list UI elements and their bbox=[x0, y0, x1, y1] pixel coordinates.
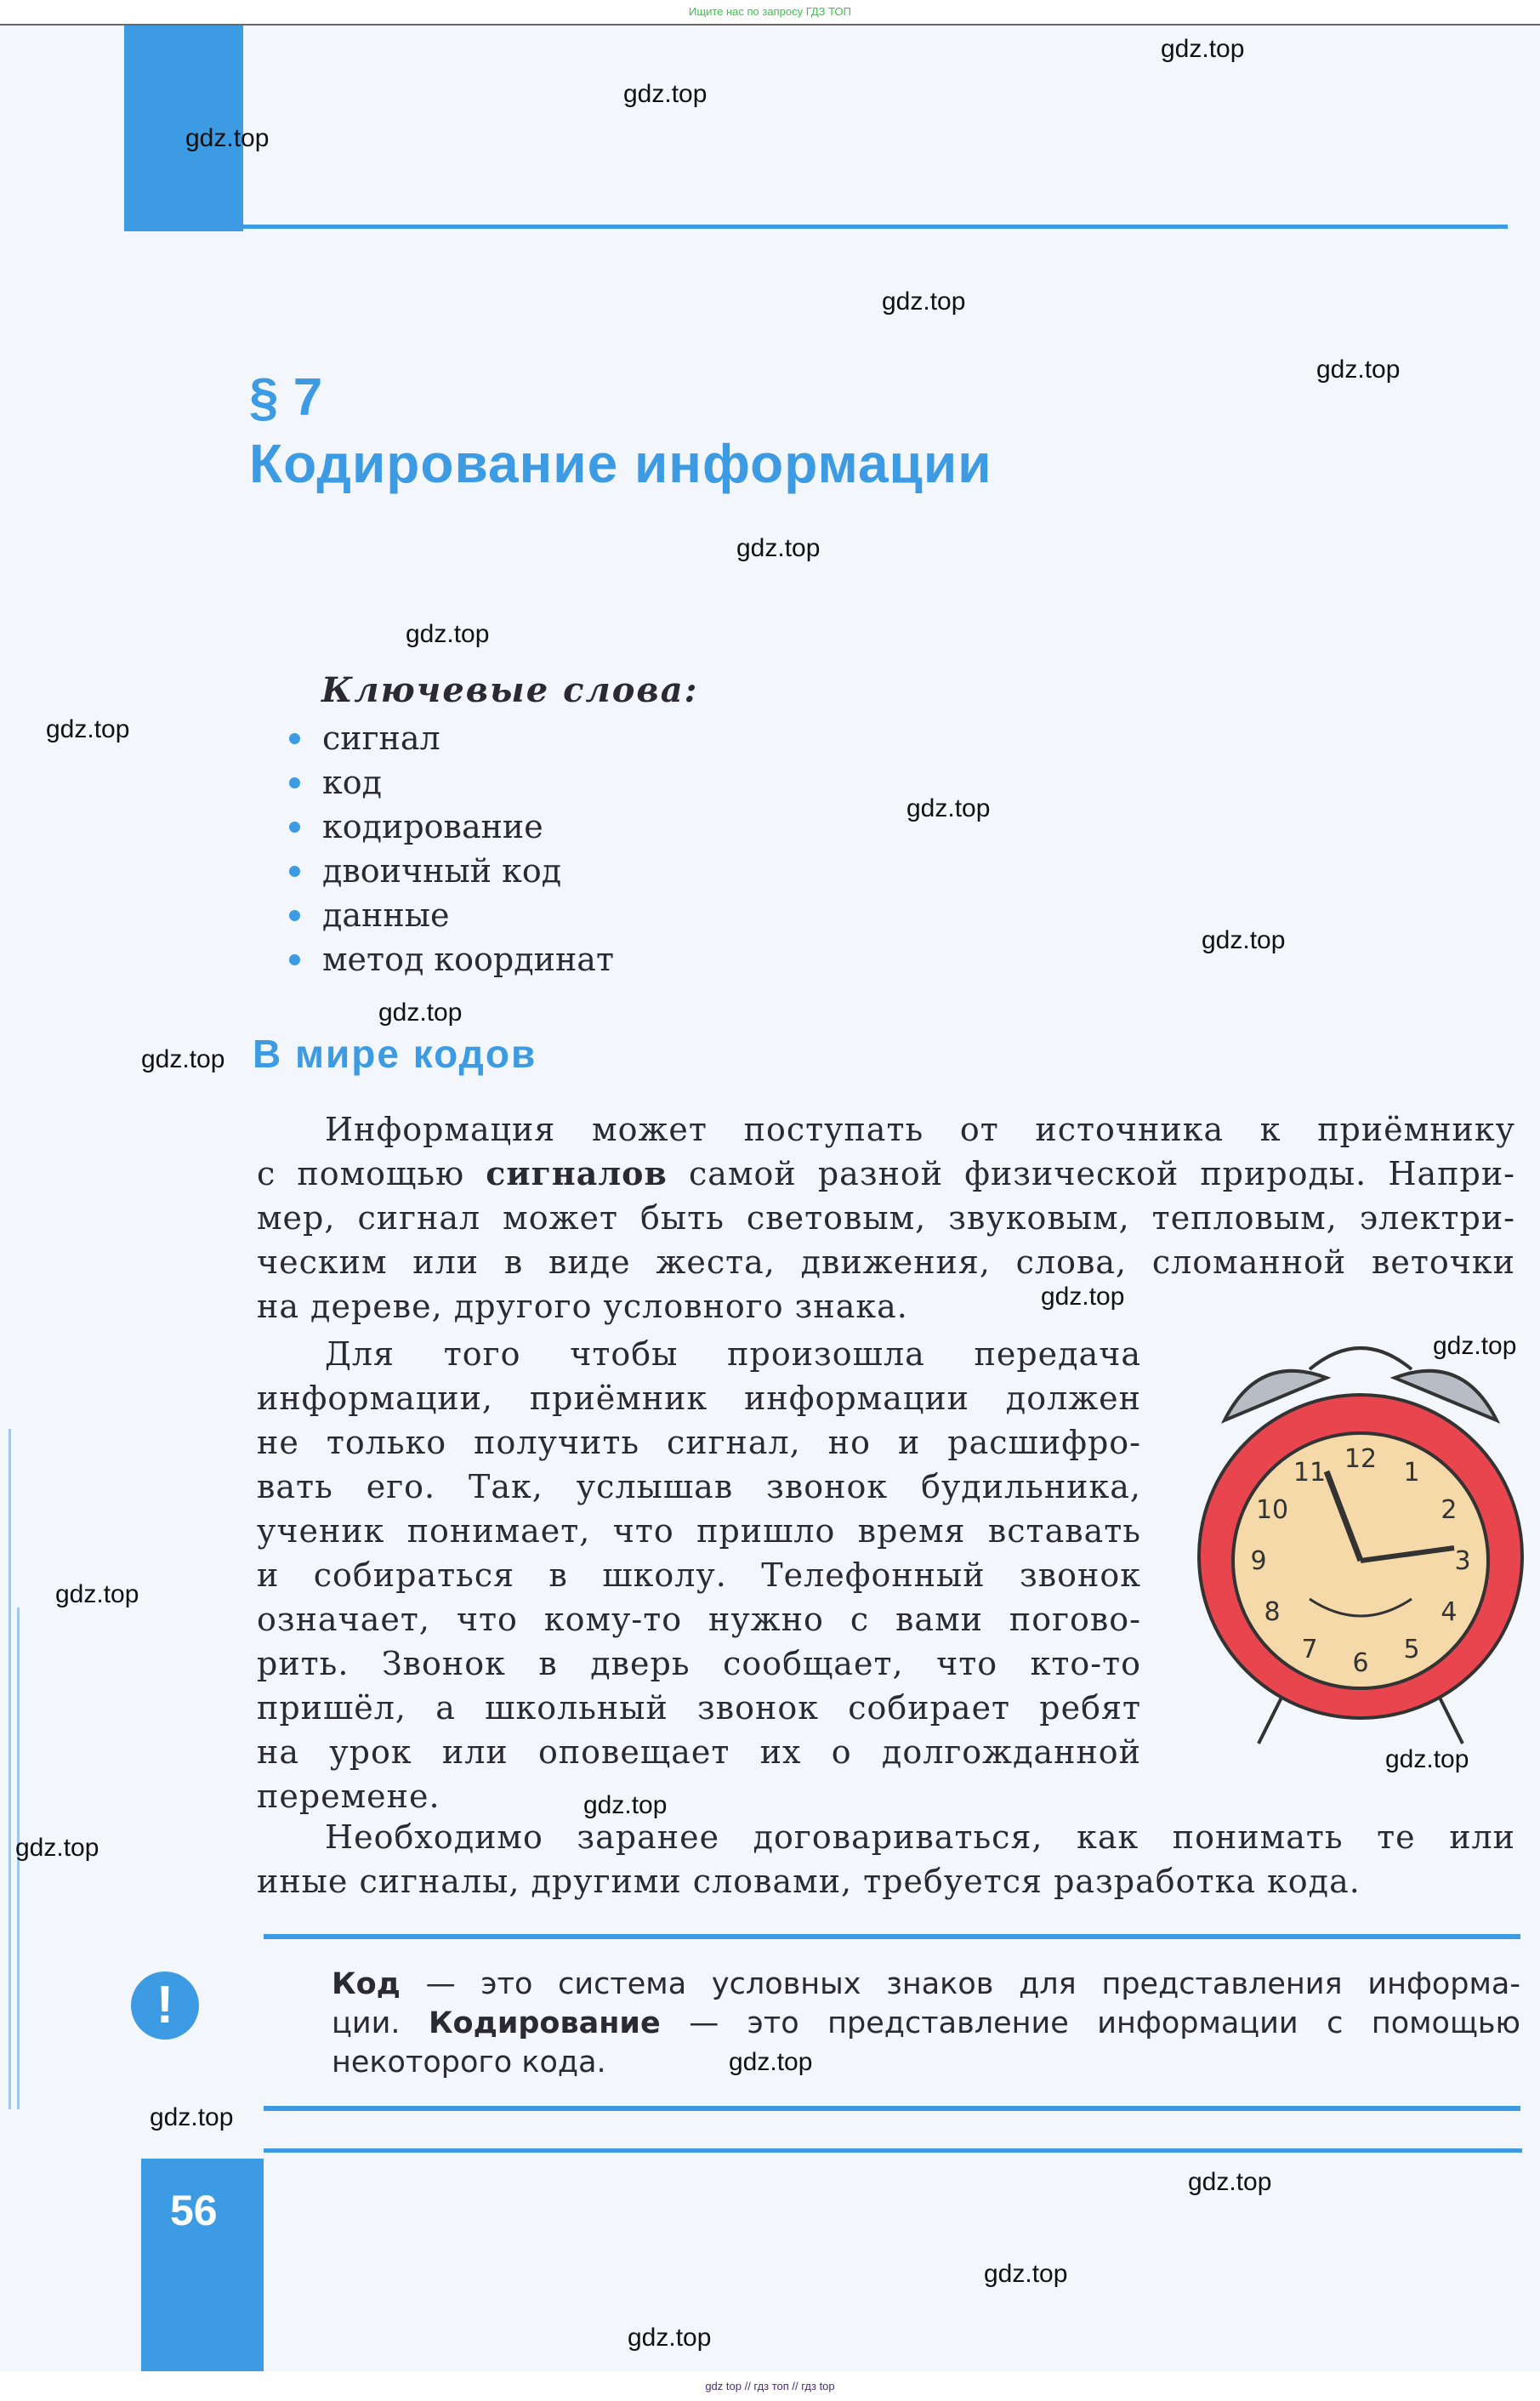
keyword-item bbox=[289, 716, 614, 760]
text-segment: на дереве, другого условного знака. bbox=[257, 1288, 908, 1325]
clock-number: 2 bbox=[1441, 1495, 1458, 1525]
keywords-heading: Ключевые слова: bbox=[321, 670, 699, 710]
text-segment: самой разной физической природы. Напри- bbox=[667, 1155, 1515, 1192]
bullet-icon bbox=[289, 733, 300, 744]
alarm-clock-illustration bbox=[1191, 1335, 1531, 1761]
paragraph-3 bbox=[257, 1815, 1515, 1903]
text-segment: означает, что кому-то нужно с вами погово- bbox=[257, 1601, 1141, 1638]
text-line bbox=[257, 1774, 1141, 1818]
page-number: 56 bbox=[170, 2187, 218, 2234]
text-segment: рить. Звонок в дверь сообщает, что кто-то bbox=[257, 1645, 1141, 1682]
text-line bbox=[257, 1730, 1141, 1774]
watermark: gdz.top bbox=[1188, 2168, 1272, 2196]
keyword-text: двоичный код bbox=[322, 852, 562, 890]
bullet-icon bbox=[289, 954, 300, 965]
watermark: gdz.top bbox=[729, 2048, 813, 2076]
watermark: gdz.top bbox=[1385, 1745, 1469, 1773]
watermark: gdz.top bbox=[15, 1834, 99, 1862]
page-title: Кодирование информации bbox=[249, 433, 992, 494]
text-segment: на урок или оповещает их о долгожданной bbox=[257, 1733, 1141, 1771]
text-line bbox=[332, 1965, 1520, 2004]
watermark: gdz.top bbox=[623, 80, 707, 108]
watermark: gdz.top bbox=[583, 1791, 668, 1819]
watermark: gdz.top bbox=[1041, 1283, 1125, 1311]
keyword-text: метод координат bbox=[322, 941, 614, 978]
text-line bbox=[257, 1815, 1515, 1859]
watermark: gdz.top bbox=[1316, 356, 1401, 384]
text-line bbox=[332, 2043, 1520, 2082]
keyword-text: сигнал bbox=[322, 720, 440, 757]
text-segment: — это система условных знаков для представления информа- bbox=[400, 1967, 1520, 2001]
text-line bbox=[257, 1597, 1141, 1641]
clock-number: 4 bbox=[1441, 1597, 1458, 1627]
footer-rule bbox=[264, 2148, 1522, 2153]
definition-bottom-rule bbox=[264, 2106, 1520, 2111]
watermark: gdz.top bbox=[141, 1045, 225, 1073]
watermark: gdz.top bbox=[906, 794, 991, 822]
text-segment: перемене. bbox=[257, 1778, 440, 1815]
keyword-item bbox=[289, 849, 614, 893]
text-segment: Информация может поступать от источника к приёмнику bbox=[325, 1111, 1515, 1148]
text-segment: иные сигналы, другими словами, требуется разработка кода. bbox=[257, 1863, 1361, 1900]
text-segment: не только получить сигнал, но и расшифро- bbox=[257, 1424, 1141, 1461]
bullet-icon bbox=[289, 910, 300, 921]
watermark: gdz.top bbox=[46, 715, 130, 743]
paragraph-2 bbox=[257, 1332, 1141, 1818]
subheading: В мире кодов bbox=[253, 1032, 537, 1076]
bullet-icon bbox=[289, 777, 300, 788]
watermark: gdz.top bbox=[185, 124, 270, 152]
watermark: gdz.top bbox=[1202, 926, 1286, 954]
page-number-block bbox=[141, 2159, 264, 2371]
text-line bbox=[257, 1107, 1515, 1152]
header-rule bbox=[243, 225, 1508, 229]
bold-term: Код bbox=[332, 1967, 401, 2001]
text-line bbox=[257, 1641, 1141, 1686]
text-segment: Для того чтобы произошла передача bbox=[325, 1335, 1141, 1373]
clock-number: 7 bbox=[1301, 1634, 1318, 1664]
text-segment: — это представление информации с помощью bbox=[660, 2006, 1520, 2040]
watermark: gdz.top bbox=[150, 2103, 234, 2131]
clock-number: 3 bbox=[1454, 1546, 1471, 1576]
watermark: gdz.top bbox=[1161, 35, 1245, 63]
clock-number: 1 bbox=[1403, 1458, 1420, 1488]
text-line bbox=[257, 1553, 1141, 1597]
watermark: gdz.top bbox=[378, 999, 463, 1027]
definition-box bbox=[332, 1965, 1520, 2082]
section-number: § 7 bbox=[249, 368, 323, 427]
clock-number: 12 bbox=[1344, 1444, 1378, 1474]
bullet-icon bbox=[289, 866, 300, 877]
watermark: gdz.top bbox=[406, 620, 490, 648]
watermark: gdz.top bbox=[628, 2324, 712, 2352]
text-line bbox=[257, 1284, 1515, 1329]
clock-number: 11 bbox=[1293, 1458, 1327, 1488]
clock-number: 6 bbox=[1352, 1648, 1369, 1678]
text-segment: и собираться в школу. Телефонный звонок bbox=[257, 1556, 1141, 1594]
text-line bbox=[257, 1376, 1141, 1420]
text-line bbox=[257, 1859, 1515, 1903]
text-line bbox=[257, 1332, 1141, 1376]
watermark: gdz.top bbox=[882, 287, 966, 316]
watermark: gdz.top bbox=[55, 1580, 139, 1608]
keyword-item bbox=[289, 760, 614, 805]
clock-number: 8 bbox=[1264, 1597, 1281, 1627]
text-line bbox=[257, 1420, 1141, 1465]
margin-line bbox=[9, 1429, 11, 2109]
keyword-item bbox=[289, 937, 614, 981]
paragraph-1 bbox=[257, 1107, 1515, 1329]
top-banner: Ищите нас по запросу ГДЗ ТОП bbox=[0, 0, 1540, 26]
watermark: gdz.top bbox=[736, 534, 821, 562]
text-line bbox=[257, 1240, 1515, 1284]
text-line bbox=[257, 1509, 1141, 1553]
text-line bbox=[257, 1686, 1141, 1730]
definition-top-rule bbox=[264, 1934, 1520, 1939]
watermark: gdz.top bbox=[1433, 1332, 1517, 1360]
text-segment: Необходимо заранее договариваться, как понимать те или bbox=[325, 1818, 1515, 1856]
keyword-item bbox=[289, 805, 614, 849]
text-line bbox=[257, 1465, 1141, 1509]
keyword-item bbox=[289, 893, 614, 937]
text-segment: ученик понимает, что пришло время вставать bbox=[257, 1512, 1141, 1550]
important-icon: ! bbox=[131, 1971, 199, 2040]
text-segment: с помощью bbox=[257, 1155, 486, 1192]
text-line bbox=[257, 1152, 1515, 1196]
text-segment: ции. bbox=[332, 2006, 429, 2040]
keywords-list bbox=[289, 716, 614, 981]
text-segment: мер, сигнал может быть световым, звуковым, тепловым, электри- bbox=[257, 1199, 1515, 1237]
keyword-text: кодирование bbox=[322, 808, 543, 845]
bold-term: Кодирование bbox=[428, 2006, 661, 2040]
bullet-icon bbox=[289, 822, 300, 833]
watermark: gdz.top bbox=[984, 2260, 1068, 2288]
text-line bbox=[257, 1196, 1515, 1240]
text-line bbox=[332, 2004, 1520, 2043]
bottom-banner: gdz top // гдз топ // гдз top bbox=[0, 2371, 1540, 2401]
keyword-text: код bbox=[322, 764, 383, 801]
text-segment: некоторого кода. bbox=[332, 2045, 606, 2080]
keyword-text: данные bbox=[322, 896, 450, 934]
text-segment: пришёл, а школьный звонок собирает ребят bbox=[257, 1689, 1141, 1727]
bold-term: сигналов bbox=[486, 1154, 668, 1192]
clock-number: 5 bbox=[1403, 1634, 1420, 1664]
text-segment: вать его. Так, услышав звонок будильника, bbox=[257, 1468, 1141, 1505]
clock-number: 10 bbox=[1255, 1495, 1289, 1525]
text-segment: информации, приёмник информации должен bbox=[257, 1380, 1141, 1417]
text-segment: ческим или в виде жеста, движения, слова, сломанной веточки bbox=[257, 1243, 1515, 1281]
clock-number: 9 bbox=[1250, 1546, 1267, 1576]
